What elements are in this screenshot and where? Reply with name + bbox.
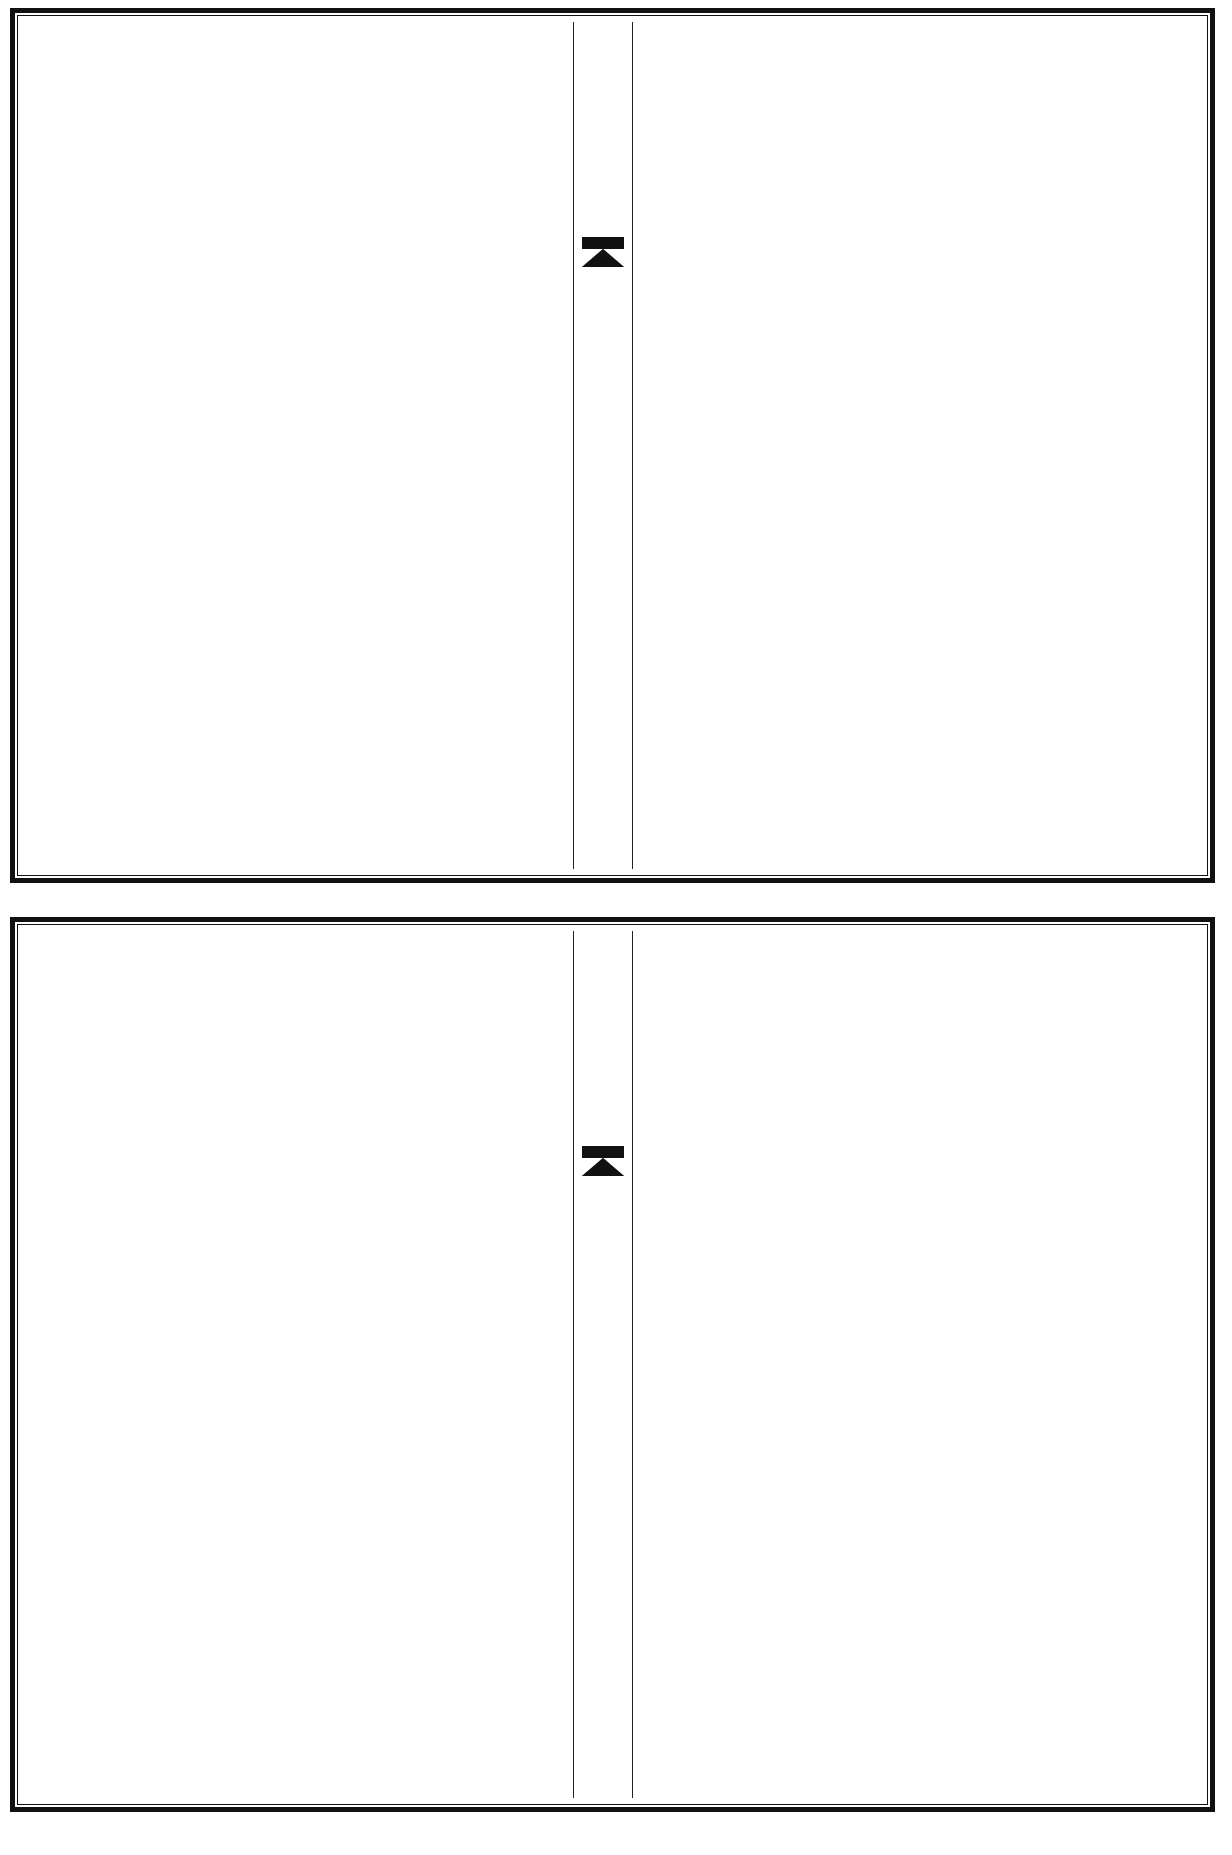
center-fold	[573, 22, 633, 869]
fishtail-mark	[582, 1146, 624, 1176]
bottom-page	[10, 917, 1215, 1812]
fishtail-mark	[582, 237, 624, 267]
center-fold	[573, 931, 633, 1798]
top-page	[10, 8, 1215, 883]
